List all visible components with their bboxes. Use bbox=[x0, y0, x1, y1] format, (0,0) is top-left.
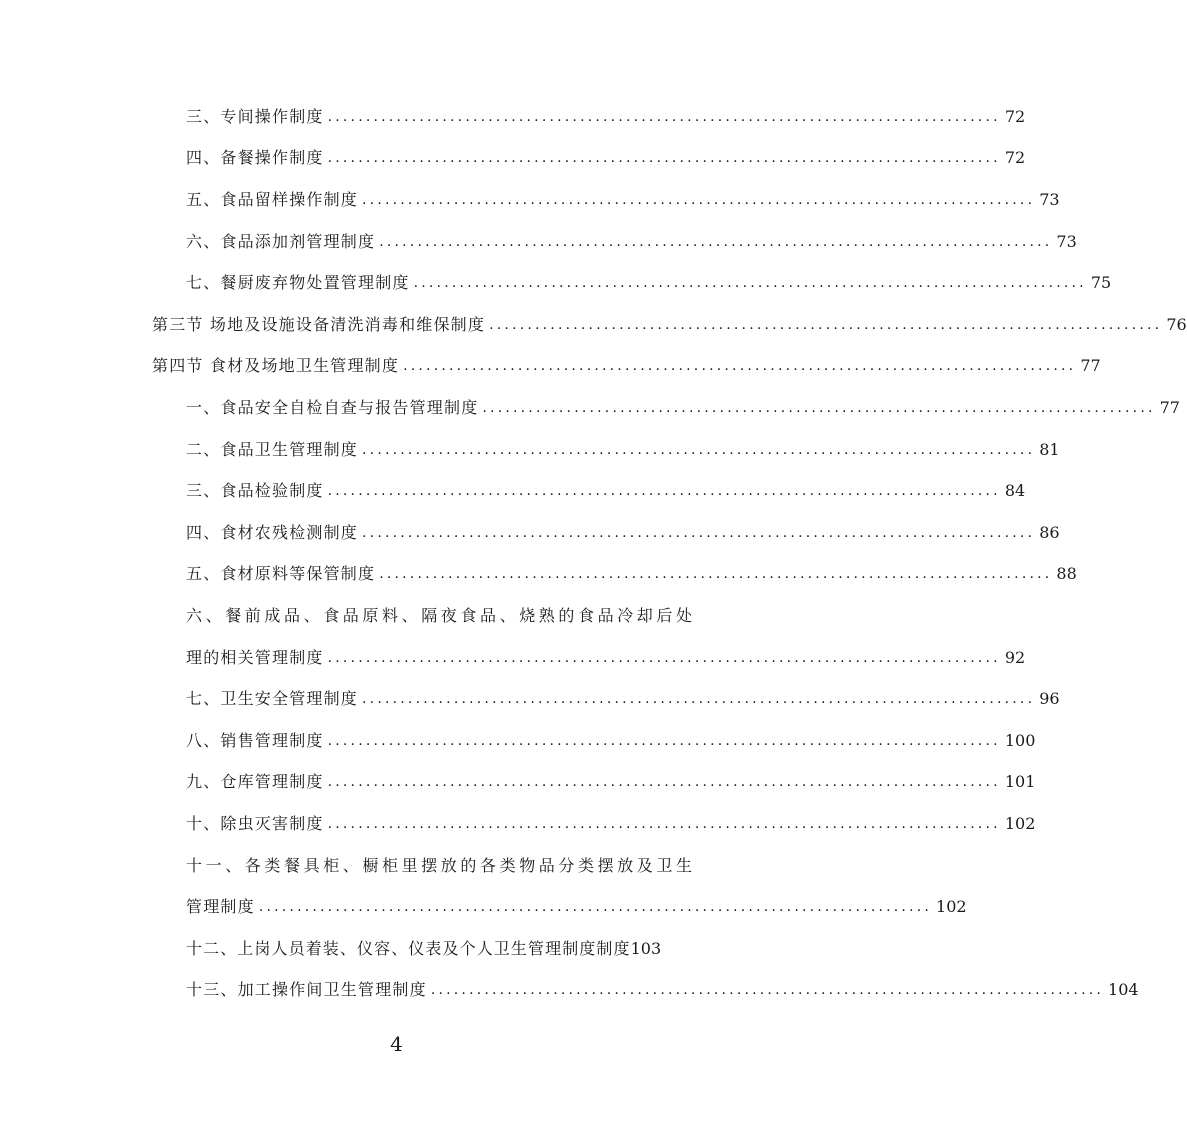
toc-entry-page: 76 bbox=[1166, 314, 1187, 334]
toc-entry-title: 四、备餐操作制度 bbox=[186, 148, 324, 168]
toc-entry-title: 十一、各类餐具柜、橱柜里摆放的各类物品分类摆放及卫生 bbox=[186, 855, 696, 875]
toc-dot-leader: ........................................................................................ bbox=[362, 441, 1036, 458]
toc-entry-page: 102 bbox=[936, 897, 967, 917]
toc-dot-leader: ........................................................................................ bbox=[327, 774, 1001, 791]
toc-dot-leader: ........................................................................................ bbox=[362, 691, 1036, 708]
toc-section-entry[interactable] bbox=[152, 346, 1101, 388]
toc-entry[interactable] bbox=[186, 720, 1036, 762]
toc-entry[interactable] bbox=[186, 512, 1060, 554]
toc-entry-title: 理的相关管理制度 bbox=[186, 647, 324, 667]
toc-entry-title: 三、专间操作制度 bbox=[186, 106, 324, 126]
toc-entry-title: 一、食品安全自检自查与报告管理制度 bbox=[186, 397, 479, 417]
toc-entry-page: 92 bbox=[1004, 647, 1026, 667]
toc-entry-title: 三、食品检验制度 bbox=[186, 481, 324, 501]
toc-entry[interactable] bbox=[186, 262, 1112, 304]
toc-entry-title: 六、餐前成品、食品原料、隔夜食品、烧熟的食品冷却后处 bbox=[186, 605, 696, 625]
toc-entry-page: 101 bbox=[1004, 772, 1036, 792]
toc-dot-leader: ........................................................................................ bbox=[327, 108, 1001, 125]
toc-entry-page: 73 bbox=[1039, 189, 1060, 209]
toc-entry-title: 十、除虫灭害制度 bbox=[186, 813, 324, 833]
toc-dot-leader: ........................................................................................ bbox=[482, 399, 1156, 416]
toc-entry[interactable] bbox=[186, 221, 1077, 263]
toc-dot-leader: ........................................................................................ bbox=[362, 524, 1036, 541]
toc-entry-page: 88 bbox=[1056, 564, 1077, 584]
toc-entry-title: 五、食品留样操作制度 bbox=[186, 189, 359, 209]
toc-entry[interactable] bbox=[186, 886, 967, 928]
toc-entry-title: 六、食品添加剂管理制度 bbox=[186, 231, 376, 251]
toc-entry-page: 72 bbox=[1004, 148, 1026, 168]
toc-entry-title: 七、卫生安全管理制度 bbox=[186, 689, 359, 709]
toc-dot-leader: ........................................................................................ bbox=[327, 815, 1001, 832]
toc-dot-leader: ........................................................................................ bbox=[327, 732, 1001, 749]
toc-entry-title: 八、销售管理制度 bbox=[186, 730, 324, 750]
toc-dot-leader: ........................................................................................ bbox=[379, 566, 1053, 583]
toc-entry[interactable] bbox=[186, 179, 1060, 221]
toc-dot-leader: ........................................................................................ bbox=[379, 233, 1053, 250]
toc-dot-leader: ........................................................................................ bbox=[327, 649, 1001, 666]
toc-entry-page: 84 bbox=[1004, 481, 1026, 501]
toc-entry[interactable] bbox=[186, 470, 1026, 512]
toc-entry-page: 100 bbox=[1004, 730, 1036, 750]
toc-entry[interactable] bbox=[186, 678, 1060, 720]
toc-section-entry[interactable] bbox=[152, 304, 1187, 346]
toc-dot-leader: ........................................................................................ bbox=[327, 150, 1001, 167]
toc-entry-page: 86 bbox=[1039, 522, 1060, 542]
page-number: 4 bbox=[390, 1032, 403, 1056]
toc-entry[interactable] bbox=[186, 970, 1139, 1012]
toc-entry-page: 73 bbox=[1056, 231, 1077, 251]
toc-dot-leader: ........................................................................................ bbox=[362, 191, 1036, 208]
toc-dot-leader: ........................................................................................ bbox=[489, 316, 1163, 333]
toc-entry-wrap-line[interactable] bbox=[186, 845, 696, 887]
toc-dot-leader: ........................................................................................ bbox=[413, 275, 1087, 292]
toc-entry[interactable] bbox=[186, 928, 706, 970]
toc-entry-title: 管理制度 bbox=[186, 897, 255, 917]
toc-entry-page: 104 bbox=[1108, 980, 1139, 1000]
toc-entry-title: 十三、加工操作间卫生管理制度 bbox=[186, 980, 427, 1000]
toc-entry-title: 第三节 场地及设施设备清洗消毒和维保制度 bbox=[152, 314, 486, 334]
toc-entry[interactable] bbox=[186, 637, 1026, 679]
toc-entry-title: 十二、上岗人员着装、仪容、仪表及个人卫生管理制度制度 bbox=[186, 938, 631, 958]
toc-entry-page: 102 bbox=[1004, 813, 1036, 833]
toc-entry[interactable] bbox=[186, 96, 1026, 138]
toc-entry[interactable] bbox=[186, 554, 1077, 596]
toc-entry-page: 81 bbox=[1039, 439, 1060, 459]
toc-entry-wrap-line[interactable] bbox=[186, 595, 696, 637]
toc-dot-leader: ........................................................................................ bbox=[430, 982, 1105, 999]
toc-entry[interactable] bbox=[186, 387, 1180, 429]
toc-dot-leader: ........................................................................................ bbox=[403, 358, 1077, 375]
toc-entry-page: 77 bbox=[1080, 356, 1101, 376]
toc-entry-title: 五、食材原料等保管制度 bbox=[186, 564, 376, 584]
toc-dot-leader: ........................................................................................ bbox=[327, 483, 1001, 500]
toc-entry-title: 七、餐厨废弃物处置管理制度 bbox=[186, 273, 410, 293]
toc-entry-page: 103 bbox=[630, 938, 662, 958]
toc-entry[interactable] bbox=[186, 762, 1036, 804]
toc-entry-page: 96 bbox=[1039, 689, 1060, 709]
toc-entry-page: 77 bbox=[1159, 397, 1180, 417]
toc-entry[interactable] bbox=[186, 138, 1026, 180]
toc-entry-page: 72 bbox=[1004, 106, 1026, 126]
toc-entry[interactable] bbox=[186, 429, 1060, 471]
toc-entry-title: 第四节 食材及场地卫生管理制度 bbox=[152, 356, 400, 376]
toc-entry-page: 75 bbox=[1090, 273, 1112, 293]
toc-dot-leader: ........................................................................................ bbox=[258, 899, 933, 916]
toc-entry-title: 九、仓库管理制度 bbox=[186, 772, 324, 792]
toc-entry-title: 二、食品卫生管理制度 bbox=[186, 439, 359, 459]
toc-entry[interactable] bbox=[186, 803, 1036, 845]
toc-entry-title: 四、食材农残检测制度 bbox=[186, 522, 359, 542]
